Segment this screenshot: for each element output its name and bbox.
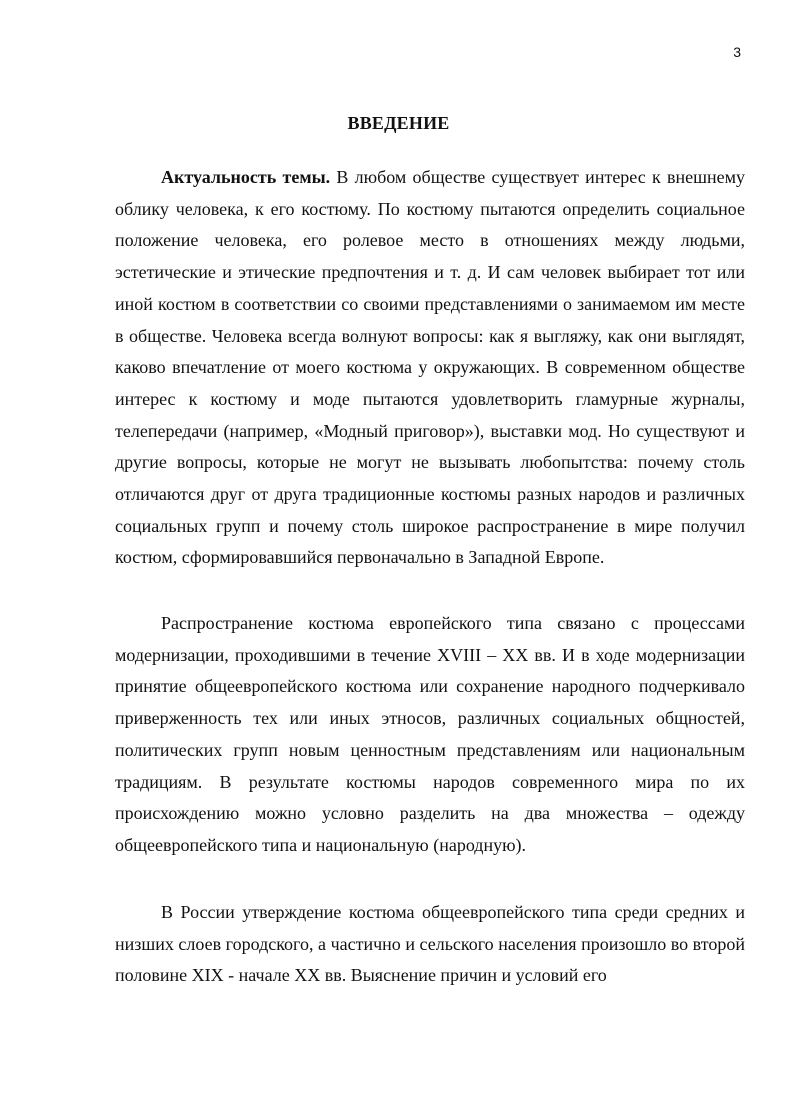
paragraph-relevance — [115, 162, 745, 574]
paragraph-text: В России утверждение костюма общеевропейского типа среди средних и низших слоев городского, а частично и сельского населения произошло во второй половине XIX - начале XX вв. Выяснение причин и условий его — [115, 902, 745, 986]
paragraph-text — [115, 162, 745, 574]
paragraph-body: В любом обществе существует интерес к внешнему облику человека, к его костюму. По костюму пытаются определить социальное положение человека, его ролевое место в отношениях между людьми, эстетические и этические предпочтения и т. д. И сам человек выбирает тот или иной костюм в соответствии со своими представлениями о занимаемом им месте в обществе. Человека всегда волнуют вопросы: как я выгляжу, как они выглядят, каково впечатление от моего костюма у окружающих. В современном обществе интерес к костюму и моде пытаются удовлетворить гламурные журналы, телепередачи (например, «Модный приговор»), выставки мод. Но существуют и другие вопросы, которые не могут не вызывать любопытства: почему столь отличаются друг от друга традиционные костюмы разных народов и различных социальных групп и почему столь широкое распространение в мире получил костюм, сформировавшийся первоначально в Западной Европе. — [115, 167, 745, 568]
paragraph-lead: Актуальность темы. — [161, 167, 331, 187]
section-title: ВВЕДЕНИЕ — [347, 113, 450, 133]
paragraph-modernization — [115, 608, 745, 862]
page-number: 3 — [733, 44, 741, 60]
paragraph-text: Распространение костюма европейского типа связано с процессами модернизации, проходившими в течение XVIII – XX вв. И в ходе модернизации принятие общеевропейского костюма или сохранение народного подчеркивало приверженность тех или иных этносов, различных социальных общностей, политических групп новым ценностным представлениям или национальным традициям. В результате костюмы народов современного мира по их происхождению можно условно разделить на два множества – одежду общеевропейского типа и национальную (народную). — [115, 613, 745, 855]
paragraph-russia — [115, 897, 745, 992]
